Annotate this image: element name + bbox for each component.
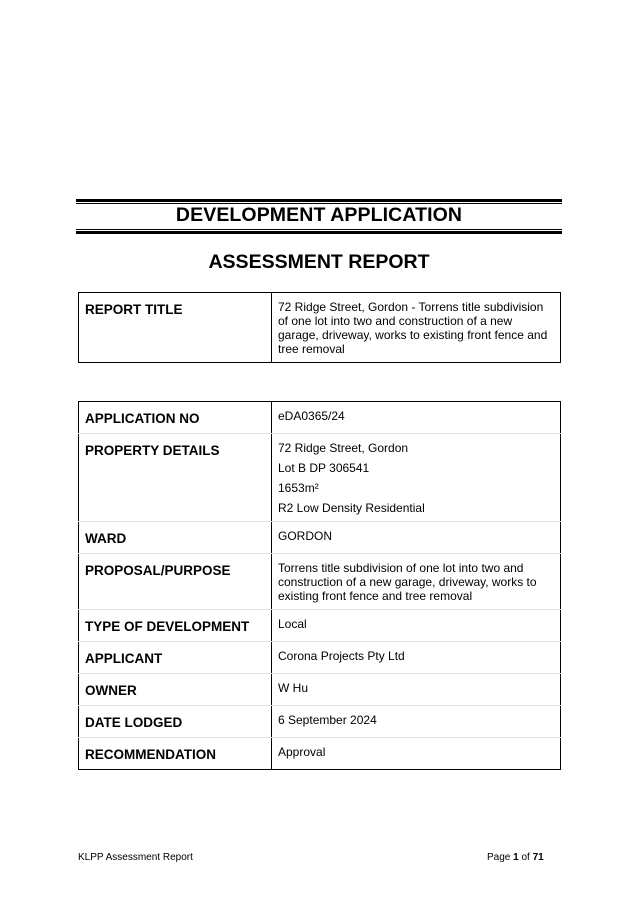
title-bottom-rule-thick xyxy=(76,231,562,234)
recommendation-value: Approval xyxy=(272,738,561,770)
owner-value: W Hu xyxy=(272,674,561,706)
owner-label: OWNER xyxy=(79,674,272,706)
title-top-rule-thick xyxy=(76,199,562,202)
ward-label: WARD xyxy=(79,522,272,554)
ward-value: GORDON xyxy=(272,522,561,554)
recommendation-label: RECOMMENDATION xyxy=(79,738,272,770)
application-details-table xyxy=(78,401,561,770)
footer-report-name: KLPP Assessment Report xyxy=(78,852,193,863)
date-lodged-label: DATE LODGED xyxy=(79,706,272,738)
table-row xyxy=(79,706,561,738)
table-row xyxy=(79,610,561,642)
applicant-value: Corona Projects Pty Ltd xyxy=(272,642,561,674)
table-row xyxy=(79,522,561,554)
document-subtitle: ASSESSMENT REPORT xyxy=(208,251,430,273)
table-row xyxy=(79,402,561,434)
table-row xyxy=(79,434,561,522)
page-current: 1 xyxy=(513,852,519,863)
property-details-value xyxy=(272,434,561,522)
report-title-label: REPORT TITLE xyxy=(79,293,272,363)
table-row xyxy=(79,642,561,674)
application-no-label: APPLICATION NO xyxy=(79,402,272,434)
proposal-label: PROPOSAL/PURPOSE xyxy=(79,554,272,610)
report-title-table xyxy=(78,292,561,363)
property-area: 1653m² xyxy=(278,481,319,495)
property-zoning: R2 Low Density Residential xyxy=(278,501,425,515)
proposal-value: Torrens title subdivision of one lot into two and construction of a new garage, driveway, works to existing front fence and tree removal xyxy=(272,554,561,610)
table-row xyxy=(79,554,561,610)
table-row xyxy=(79,293,561,363)
page-prefix: Page xyxy=(487,852,511,863)
table-row xyxy=(79,674,561,706)
report-title-value: 72 Ridge Street, Gordon - Torrens title subdivision of one lot into two and construction of a new garage, driveway, works to existing front fence and tree removal xyxy=(272,293,561,363)
property-address: 72 Ridge Street, Gordon xyxy=(278,441,409,455)
application-no-value: eDA0365/24 xyxy=(272,402,561,434)
page-of: of xyxy=(521,852,530,863)
development-type-label: TYPE OF DEVELOPMENT xyxy=(79,610,272,642)
property-lot: Lot B DP 306541 xyxy=(278,461,370,475)
date-lodged-value: 6 September 2024 xyxy=(272,706,561,738)
table-row xyxy=(79,738,561,770)
document-title: DEVELOPMENT APPLICATION xyxy=(175,204,463,226)
footer-page-number xyxy=(487,852,544,863)
applicant-label: APPLICANT xyxy=(79,642,272,674)
page-total: 71 xyxy=(532,852,544,863)
title-bottom-rule-thin xyxy=(76,229,562,230)
development-type-value: Local xyxy=(272,610,561,642)
property-details-label: PROPERTY DETAILS xyxy=(79,434,272,522)
